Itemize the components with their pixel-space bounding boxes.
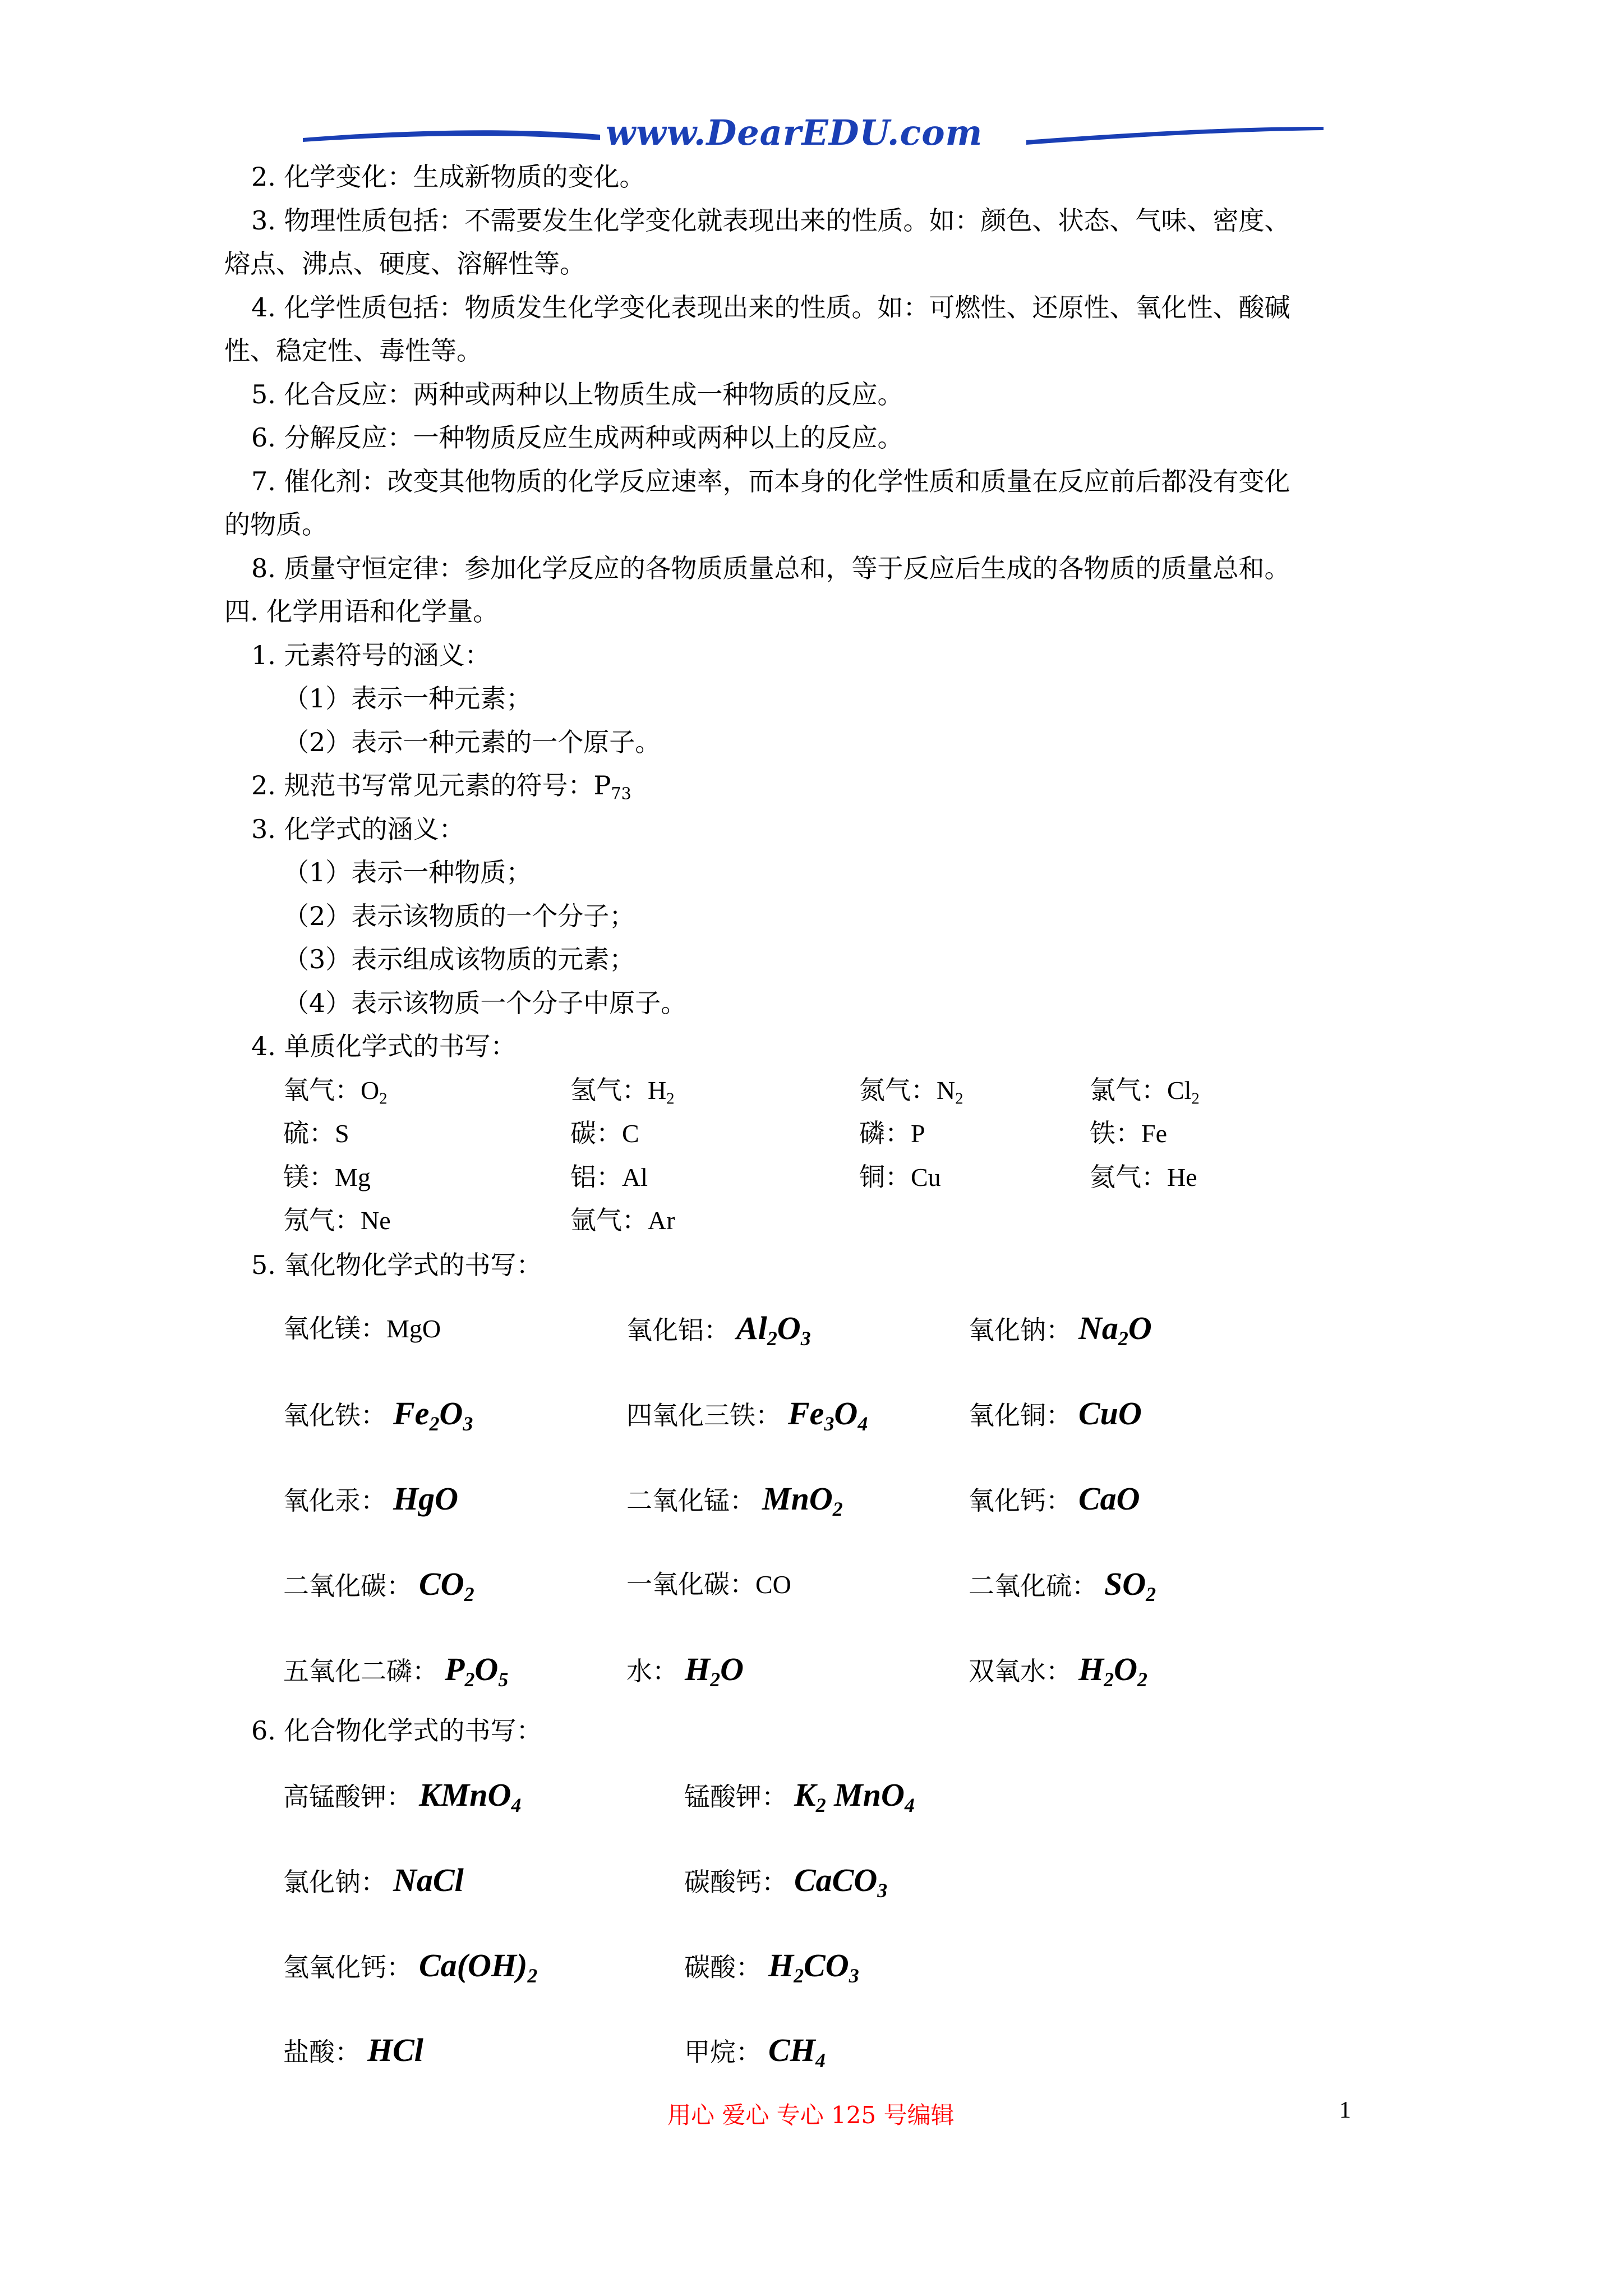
element-subscript: 2 — [1191, 1090, 1200, 1108]
oxide-formula — [393, 1480, 458, 1517]
footer-text: 用心 爱心 专心 125 号编辑 — [667, 2101, 955, 2129]
oxide-formula — [685, 1651, 744, 1691]
element-name: 氢气： — [570, 1075, 648, 1105]
element-cell — [283, 1203, 391, 1237]
element-subscript: 2 — [379, 1090, 388, 1108]
element-name: 氩气： — [570, 1205, 648, 1235]
element-name: 镁： — [283, 1162, 335, 1192]
compound-formula — [794, 1862, 888, 1902]
formula-part: CO — [419, 1566, 464, 1602]
formula-part: CuO — [1078, 1395, 1142, 1432]
compound-name: 锰酸钾： — [684, 1782, 787, 1812]
oxide-cell — [626, 1480, 843, 1520]
element-cell — [1090, 1160, 1197, 1194]
compound-name: 高锰酸钾： — [283, 1782, 412, 1812]
sub-1: 1. 元素符号的涵义： — [251, 640, 491, 670]
oxide-formula — [1078, 1480, 1140, 1517]
formula-subscript: 2 — [464, 1582, 474, 1605]
formula-subscript: 2 — [1146, 1582, 1156, 1605]
formula-part: CO — [804, 1947, 849, 1984]
formula-part: HgO — [393, 1480, 458, 1517]
formula-part: SO — [1104, 1566, 1146, 1602]
oxide-cell — [626, 1395, 868, 1435]
formula-part: O — [777, 1310, 801, 1346]
element-symbol: $H_2$ — [648, 1076, 675, 1108]
sub-1-a: （1）表示一种元素； — [283, 683, 532, 714]
compound-cell — [684, 1862, 888, 1902]
sub-5: 5. 氧化物化学式的书写： — [251, 1250, 542, 1280]
compound-formula — [768, 2032, 826, 2072]
item-4-line1: 4. 化学性质包括：物质发生化学变化表现出来的性质。如：可燃性、还原性、氧化性、酸碱 — [251, 292, 1290, 323]
oxide-cell — [283, 1482, 458, 1517]
formula-subscript: 2 — [767, 1327, 777, 1350]
sub-3-c: （3）表示组成该物质的元素； — [283, 944, 635, 974]
formula-part: O — [1128, 1310, 1152, 1346]
formula-part: CO — [755, 1570, 791, 1599]
oxide-name: 氧化铜： — [969, 1400, 1072, 1430]
oxide-cell — [626, 1651, 744, 1691]
oxide-name: 二氧化硫： — [969, 1571, 1098, 1601]
element-symbol: Cu — [911, 1163, 941, 1191]
page-number: 1 — [1339, 2097, 1351, 2123]
formula-part: O — [474, 1651, 499, 1687]
formula-subscript: 3 — [849, 1964, 859, 1987]
compound-formula — [768, 1947, 859, 1987]
formula-part: O — [834, 1395, 858, 1432]
element-name: 氯气： — [1090, 1075, 1167, 1105]
element-symbol: Al — [622, 1163, 648, 1191]
formula-part: O — [720, 1651, 744, 1687]
compound-cell — [684, 1947, 859, 1987]
sub-2 — [251, 769, 631, 802]
oxide-name: 双氧水： — [969, 1656, 1072, 1686]
formula-part: Fe — [393, 1395, 430, 1432]
oxide-formula — [419, 1566, 474, 1605]
oxide-name: 一氧化碳： — [626, 1569, 755, 1599]
formula-subscript: 3 — [877, 1879, 888, 1902]
oxide-name: 氧化钠： — [969, 1315, 1072, 1345]
oxide-cell — [283, 1395, 473, 1435]
formula-part: O — [1114, 1651, 1137, 1687]
element-name: 磷： — [859, 1118, 911, 1148]
oxide-cell — [969, 1567, 1156, 1603]
formula-part: CaCO — [794, 1862, 878, 1898]
oxide-name: 水： — [626, 1656, 678, 1686]
formula-subscript: 2 — [1104, 1668, 1114, 1691]
sub-3-d: （4）表示该物质一个分子中原子。 — [283, 988, 687, 1018]
formula-subscript: 4 — [815, 2049, 826, 2072]
formula-part: CaO — [1078, 1480, 1140, 1517]
sub-2-subscript: 73 — [611, 784, 631, 803]
sub-3-b: （2）表示该物质的一个分子； — [283, 901, 635, 931]
element-name: 氖气： — [283, 1205, 361, 1235]
element-name: 碳： — [570, 1118, 622, 1148]
element-cell — [570, 1073, 675, 1107]
logo-text[interactable]: www.DearEDU.com — [606, 112, 983, 153]
element-name: 氧气： — [283, 1075, 361, 1105]
formula-part: NaCl — [393, 1862, 464, 1898]
compound-name: 甲烷： — [684, 2037, 762, 2067]
element-cell — [1090, 1116, 1167, 1151]
element-cell — [570, 1203, 675, 1237]
element-symbol: Mg — [335, 1163, 371, 1191]
oxide-cell — [969, 1482, 1140, 1517]
element-symbol: $Cl_2$ — [1167, 1076, 1200, 1108]
formula-part: P — [445, 1651, 465, 1687]
item-6: 6. 分解反应：一种物质反应生成两种或两种以上的反应。 — [251, 422, 903, 453]
formula-subscript: 2 — [832, 1497, 843, 1520]
oxide-formula — [755, 1570, 791, 1599]
oxide-name: 二氧化锰： — [626, 1485, 755, 1516]
element-symbol: S — [335, 1119, 349, 1148]
oxide-name: 四氧化三铁： — [626, 1400, 781, 1430]
formula-subscript: 2 — [1137, 1668, 1147, 1691]
formula-subscript: 2 — [815, 1793, 826, 1816]
oxide-cell — [283, 1312, 441, 1346]
oxide-formula — [1078, 1651, 1147, 1691]
formula-subscript: 2 — [464, 1668, 475, 1691]
element-cell — [283, 1073, 388, 1107]
formula-subscript: 2 — [710, 1668, 721, 1691]
oxide-formula — [1078, 1310, 1152, 1350]
oxide-formula — [386, 1314, 441, 1343]
compound-formula — [393, 1862, 464, 1898]
item-5: 5. 化合反应：两种或两种以上物质生成一种物质的反应。 — [251, 379, 903, 409]
element-cell — [283, 1116, 349, 1151]
oxide-name: 氧化汞： — [283, 1485, 386, 1516]
oxide-formula — [445, 1651, 509, 1691]
element-symbol: Ar — [648, 1206, 675, 1235]
oxide-formula — [762, 1480, 843, 1520]
formula-part: H — [768, 1947, 794, 1984]
compound-formula — [794, 1777, 915, 1816]
item-7-line2: 的物质。 — [224, 509, 328, 540]
formula-subscript: 2 — [527, 1964, 538, 1987]
element-symbol: He — [1167, 1163, 1197, 1191]
formula-subscript: 3 — [824, 1412, 834, 1435]
formula-part: CH — [768, 2032, 815, 2068]
formula-part: O — [439, 1395, 463, 1432]
oxide-formula — [1078, 1395, 1142, 1432]
item-2: 2. 化学变化：生成新物质的变化。 — [251, 162, 645, 192]
compound-name: 碳酸： — [684, 1952, 762, 1982]
item-3-line1: 3. 物理性质包括：不需要发生化学变化就表现出来的性质。如：颜色、状态、气味、密度、 — [251, 205, 1290, 236]
element-name: 铜： — [859, 1162, 911, 1192]
oxide-formula — [788, 1395, 868, 1435]
formula-subscript: 2 — [794, 1964, 804, 1987]
item-4-line2: 性、稳定性、毒性等。 — [224, 335, 482, 366]
formula-part: HCl — [367, 2032, 423, 2068]
compound-cell — [283, 1864, 464, 1899]
oxide-cell — [969, 1397, 1142, 1432]
compound-formula — [367, 2032, 423, 2068]
compound-cell — [283, 2033, 423, 2069]
formula-part: MnO — [826, 1777, 905, 1813]
element-symbol: P — [911, 1119, 925, 1148]
compound-cell — [283, 1947, 538, 1987]
formula-subscript: 2 — [1118, 1327, 1128, 1350]
compound-name: 氢氧化钙： — [283, 1952, 412, 1982]
formula-part: H — [685, 1651, 711, 1687]
compound-formula — [419, 1947, 538, 1987]
compound-cell — [684, 1778, 915, 1814]
oxide-formula — [736, 1310, 811, 1350]
oxide-cell — [969, 1310, 1152, 1350]
element-cell — [859, 1073, 963, 1107]
element-symbol: $N_2$ — [937, 1076, 963, 1108]
formula-part: Fe — [788, 1395, 824, 1432]
oxide-formula — [393, 1395, 473, 1435]
compound-name: 盐酸： — [283, 2037, 361, 2067]
item-7-line1: 7. 催化剂：改变其他物质的化学反应速率，而本身的化学性质和质量在反应前后都没有变化 — [251, 466, 1290, 496]
element-cell — [1090, 1073, 1200, 1107]
compound-formula — [419, 1777, 522, 1816]
element-symbol: C — [622, 1119, 639, 1148]
oxide-cell — [283, 1567, 474, 1603]
compound-cell — [283, 1778, 521, 1814]
item-3-line2: 熔点、沸点、硬度、溶解性等。 — [224, 249, 585, 279]
formula-part: K — [794, 1777, 816, 1813]
oxide-cell — [283, 1651, 509, 1691]
item-8: 8. 质量守恒定律：参加化学反应的各物质质量总和，等于反应后生成的各物质的质量总和。 — [251, 553, 1290, 583]
formula-subscript: 2 — [429, 1412, 440, 1435]
element-cell — [283, 1160, 371, 1194]
sub-2-text: 2. 规范书写常见元素的符号：P — [251, 770, 611, 800]
element-name: 硫： — [283, 1118, 335, 1148]
sub-1-b: （2）表示一种元素的一个原子。 — [283, 727, 661, 757]
formula-part: H — [1078, 1651, 1104, 1687]
element-symbol: Fe — [1141, 1119, 1167, 1148]
element-name: 铁： — [1090, 1118, 1141, 1148]
element-name: 氮气： — [859, 1075, 937, 1105]
oxide-name: 二氧化碳： — [283, 1571, 412, 1601]
formula-subscript: 4 — [857, 1412, 868, 1435]
formula-part: Na — [1078, 1310, 1118, 1346]
formula-subscript: 4 — [511, 1793, 522, 1816]
element-subscript: 2 — [666, 1090, 675, 1108]
formula-subscript: 4 — [904, 1793, 915, 1816]
section-4-heading: 四. 化学用语和化学量。 — [224, 596, 499, 627]
oxide-cell — [969, 1651, 1147, 1691]
oxide-name: 氧化铁： — [283, 1400, 386, 1430]
formula-subscript: 5 — [498, 1668, 509, 1691]
element-symbol: Ne — [361, 1206, 391, 1235]
element-name: 铝： — [570, 1162, 622, 1192]
element-name: 氦气： — [1090, 1162, 1167, 1192]
formula-subscript: 3 — [800, 1327, 811, 1350]
compound-name: 碳酸钙： — [684, 1867, 787, 1897]
formula-part: KMnO — [419, 1777, 511, 1813]
oxide-cell — [626, 1310, 811, 1350]
formula-part: Al — [736, 1310, 767, 1346]
sub-3-a: （1）表示一种物质； — [283, 857, 532, 887]
oxide-name: 五氧化二磷： — [283, 1656, 438, 1686]
compound-cell — [684, 2032, 826, 2072]
element-cell — [570, 1160, 648, 1194]
compound-name: 氯化钠： — [283, 1867, 386, 1897]
formula-part: MgO — [386, 1314, 441, 1343]
sub-6: 6. 化合物化学式的书写： — [251, 1715, 542, 1746]
oxide-name: 氧化铝： — [626, 1315, 730, 1345]
oxide-name: 氧化镁： — [283, 1313, 386, 1343]
element-cell — [859, 1160, 941, 1194]
sub-3: 3. 化学式的涵义： — [251, 814, 465, 844]
oxide-cell — [626, 1567, 791, 1602]
oxide-name: 氧化钙： — [969, 1485, 1072, 1516]
element-symbol: $O_2$ — [361, 1076, 388, 1108]
oxide-formula — [1104, 1566, 1156, 1605]
formula-subscript: 3 — [463, 1412, 473, 1435]
element-cell — [859, 1116, 925, 1151]
formula-part: MnO — [762, 1480, 833, 1517]
element-subscript: 2 — [955, 1090, 963, 1108]
formula-part: Ca(OH) — [419, 1947, 528, 1984]
element-cell — [570, 1116, 639, 1151]
sub-4: 4. 单质化学式的书写： — [251, 1031, 517, 1061]
